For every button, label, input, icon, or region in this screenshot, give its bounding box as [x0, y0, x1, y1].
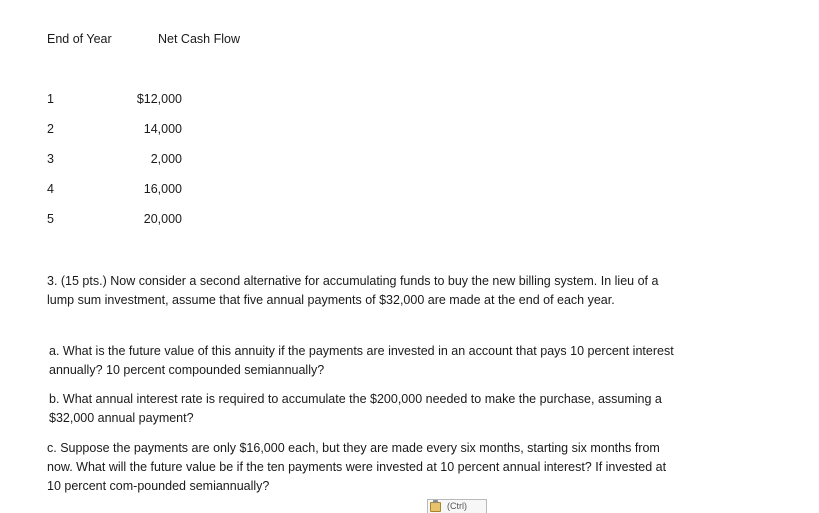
table-row-cash: 16,000 [143, 182, 182, 196]
clipboard-icon [430, 502, 441, 512]
question-3b-paragraph: b. What annual interest rate is required to accumulate the $200,000 needed to make the purchase, assuming a $32,000 annual payment? [49, 392, 662, 425]
table-row-year: 2 [47, 122, 54, 136]
table-row-year: 5 [47, 212, 54, 226]
table-row-year: 4 [47, 182, 54, 196]
table-row-year: 3 [47, 152, 54, 166]
question-3-paragraph: 3. (15 pts.) Now consider a second alternative for accumulating funds to buy the new billing system. In lieu of a lump sum investment, assume that five annual payments of $32,000 are made at the end of each year. [47, 274, 659, 307]
table-row-cash: $12,000 [136, 92, 182, 106]
paste-options-label: (Ctrl) [447, 501, 467, 511]
paste-options-button[interactable] [427, 499, 487, 513]
table-row-cash: 2,000 [150, 152, 182, 166]
table-row-year: 1 [47, 92, 54, 106]
table-row-cash: 14,000 [143, 122, 182, 136]
table-row-cash: 20,000 [143, 212, 182, 226]
column-header-end-of-year: End of Year [47, 32, 112, 46]
column-header-net-cash-flow: Net Cash Flow [158, 32, 240, 46]
question-3c-paragraph: c. Suppose the payments are only $16,000 each, but they are made every six months, starting six months from now. What will the future value be if the ten payments were invested at 10 percent annual interest? If invested at 10 percent com-pounded semiannually? [47, 441, 667, 493]
question-3a-paragraph: a. What is the future value of this annuity if the payments are invested in an account that pays 10 percent interest annually? 10 percent compounded semiannually? [49, 344, 674, 377]
